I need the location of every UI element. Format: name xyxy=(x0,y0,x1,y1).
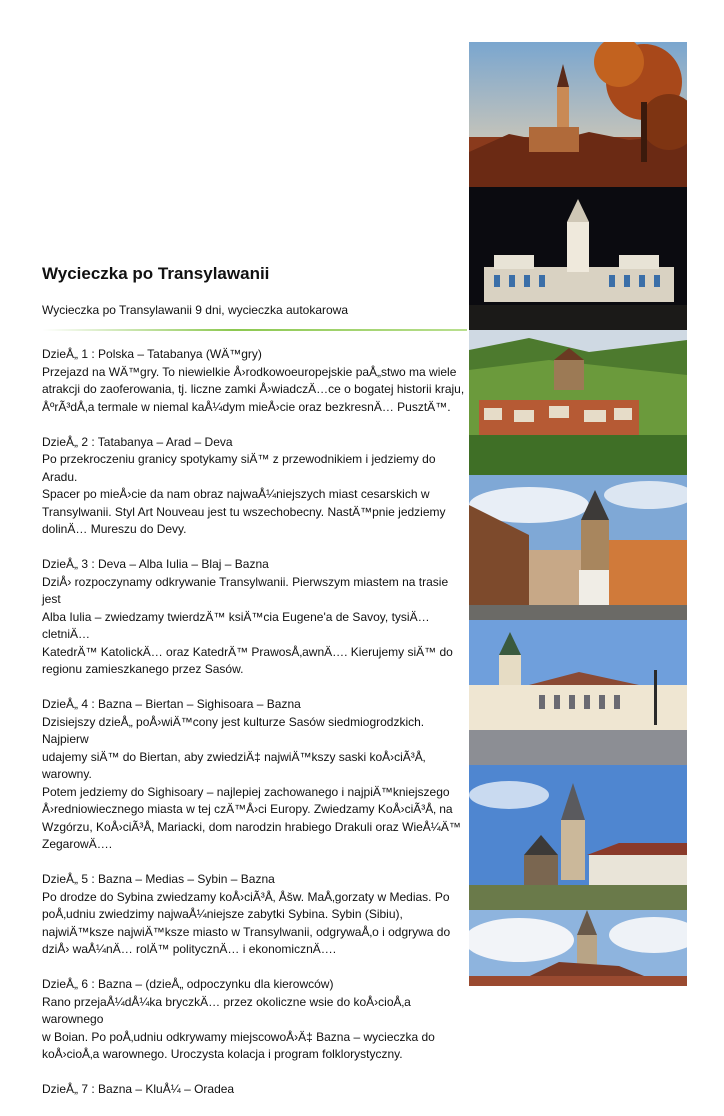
photo-clock-tower-street xyxy=(469,475,687,620)
page-title: Wycieczka po Transylawanii xyxy=(42,264,270,283)
photo-church-sky xyxy=(469,910,687,986)
day-heading: DzieÅ„ 6 : Bazna – (dzieÅ„ odpoczynku dla kierowców) xyxy=(42,977,334,991)
day-heading: DzieÅ„ 2 : Tatabanya – Arad – Deva xyxy=(42,434,233,449)
photo-medias-church xyxy=(469,765,687,910)
day-text: Rano przejaÅ¼dÅ¼ka bryczkÄ… przez okoliczne wsie do koÅ›cioÅ‚a warownego w Boian. Po poÅ‚udniu odkrywamy miejscowoÅ›Ä‡ Bazna – wycieczka do koÅ›cioÅ‚a warownego. Uroczysta kolacja i program folklorystyczny. xyxy=(42,994,435,1061)
photo-town-square xyxy=(469,620,687,765)
photo-column xyxy=(469,42,687,986)
day-text: Po drodze do Sybina zwiedzamy koÅ›ciÃ³Å‚ Åšw. MaÅ‚gorzaty w Medias. Po poÅ‚udniu zwiedzimy najwaÅ¼niejsze zabytki Sybina. Sybin (Sibiu), najwiÄ™ksze najwiÄ™ksze miasto w Transylwanii, odgrywaÅ‚o i odgrywa do dziÅ› waÅ¼nÄ… rolÄ™ politycznÄ… i ekonomicznÄ…. xyxy=(42,889,451,956)
itinerary-day-5 xyxy=(42,871,467,959)
day-heading: DzieÅ„ 7 : Bazna – KluÅ¼ – Oradea xyxy=(42,1082,235,1096)
day-text: Przejazd na WÄ™gry. To niewielkie Å›rodkowoeuropejskie paÅ„stwo ma wiele atrakcji do zaoferowania, tj. liczne zamki Å›wiadczÄ…ce o bogatej historii kraju, ÅºrÃ³dÅ‚a termale w niemal kaÅ¼dym mieÅ›cie oraz bezkresnÄ… PusztÄ™. xyxy=(42,364,465,414)
itinerary-day-2 xyxy=(42,434,467,539)
itinerary-day-6 xyxy=(42,976,467,1064)
day-text: Po przekroczeniu granicy spotykamy siÄ™ z przewodnikiem i jedziemy do Aradu. Spacer po mieÅ›cie da nam obraz najwaÅ¼niejszych miast cesarskich w Transylwanii. Styl Art Nouveau jest tu wszechobecny. NastÄ™pnie jedziemy dolinÄ… Mureszu do Devy. xyxy=(42,452,446,536)
day-heading: DzieÅ„ 3 : Deva – Alba Iulia – Blaj – Bazna xyxy=(42,557,269,571)
photo-church-autumn xyxy=(469,42,687,187)
itinerary-day-1 xyxy=(42,346,467,416)
day-heading: DzieÅ„ 4 : Bazna – Biertan – Sighisoara – Bazna xyxy=(42,697,301,711)
day-text: DziÅ› rozpoczynamy odkrywanie Transylwanii. Pierwszym miastem na trasie jest Alba Iulia – zwiedzamy twierdzÄ™ ksiÄ™cia Eugene'a de Savoy, tysiÄ…cletniÄ… KatedrÄ™ KatolickÄ… oraz KatedrÄ™ PrawosÅ‚awnÄ…. Kierujemy siÄ™ do regionu zamieszkanego przez Sasów. xyxy=(42,574,453,676)
photo-fortified-village xyxy=(469,330,687,475)
itinerary-day-7 xyxy=(42,1081,467,1099)
day-heading: DzieÅ„ 5 : Bazna – Medias – Sybin – Bazna xyxy=(42,872,275,886)
day-text: Dzisiejszy dzieÅ„ poÅ›wiÄ™cony jest kulturze Sasów siedmiogrodzkich. Najpierw udajemy siÄ™ do Biertan, aby zwiedziÄ‡ najwiÄ™kszy saski koÅ›ciÃ³Å‚ warowny. Potem jedziemy do Sighisoary – najlepiej zachowanego i najpiÄ™kniejszego Å›redniowiecznego miasta w tej czÄ™Å›ci Europy. Zwiedzamy KoÅ›ciÃ³Å‚ na Wzgórzu, KoÅ›ciÃ³Å‚ Mariacki, dom narodzin hrabiego Drakuli oraz WieÅ¼Ä™ ZegarowÄ…. xyxy=(42,714,461,851)
photo-night-palace xyxy=(469,187,687,330)
itinerary-day-4 xyxy=(42,696,467,854)
itinerary xyxy=(42,346,467,1116)
day-heading: DzieÅ„ 1 : Polska – Tatabanya (WÄ™gry) xyxy=(42,347,262,361)
green-divider xyxy=(42,329,467,331)
itinerary-day-3 xyxy=(42,556,467,679)
page-subtitle: Wycieczka po Transylawanii 9 dni, wycieczka autokarowa xyxy=(42,303,349,317)
